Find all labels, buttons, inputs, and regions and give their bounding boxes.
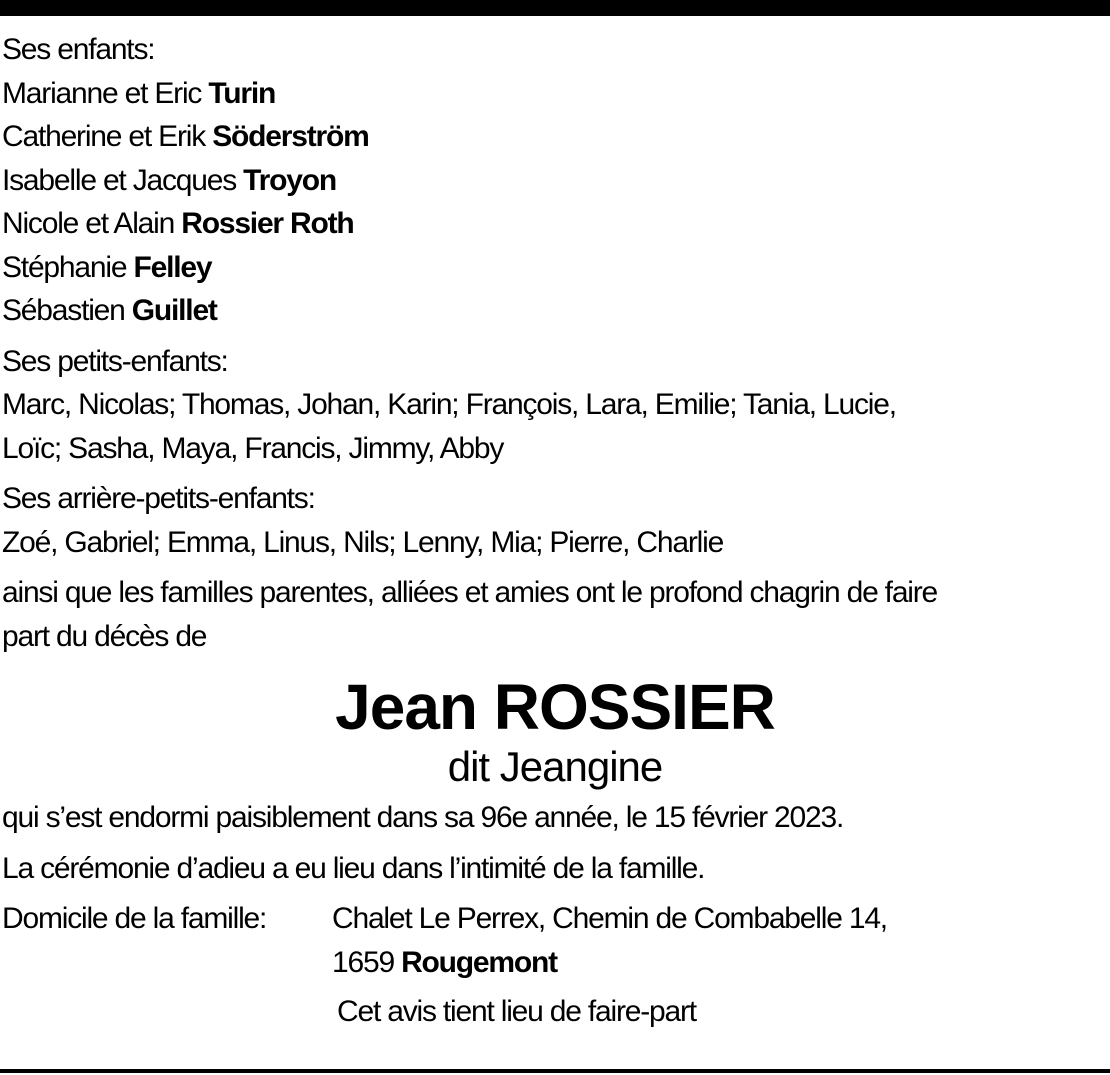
top-rule <box>0 0 1110 16</box>
address-locality <box>332 941 887 985</box>
grandchildren-line: Marc, Nicolas; Thomas, Johan, Karin; François, Lara, Emilie; Tania, Lucie, <box>2 388 896 421</box>
postcode: 1659 <box>332 945 394 979</box>
child-entry <box>2 115 1108 159</box>
child-entry <box>2 72 1108 116</box>
great-grandchildren-line: Zoé, Gabriel; Emma, Linus, Nils; Lenny, Mia; Pierre, Charlie <box>2 525 724 559</box>
child-family-name: Rossier Roth <box>181 207 354 240</box>
child-family-name: Guillet <box>131 294 217 327</box>
passing-statement: qui s’est endormi paisiblement dans sa 96e année, le 15 février 2023. <box>2 801 844 834</box>
children-heading: Ses enfants: <box>2 33 155 66</box>
family-domicile <box>2 897 1108 984</box>
deceased-alias: dit Jeangine <box>447 743 663 790</box>
bottom-rule <box>0 1069 1110 1073</box>
closing-note: Cet avis tient lieu de faire-part <box>337 995 696 1028</box>
child-given-names: Sébastien <box>2 294 125 327</box>
child-entry <box>2 159 1108 203</box>
child-family-name: Turin <box>208 76 276 110</box>
ceremony-statement: La cérémonie d’adieu a eu lieu dans l’intimité de la famille. <box>2 851 705 885</box>
domicile-address <box>332 897 887 984</box>
child-family-name: Söderström <box>212 120 369 153</box>
death-notice <box>2 28 1108 1034</box>
town: Rougemont <box>401 945 557 979</box>
child-family-name: Felley <box>133 250 212 284</box>
child-entry <box>2 246 1108 290</box>
grandchildren-heading: Ses petits-enfants: <box>2 344 228 378</box>
announcement-line: ainsi que les familles parentes, alliées et amies ont le profond chagrin de faire <box>2 576 938 609</box>
child-given-names: Catherine et Erik <box>2 120 206 153</box>
great-grandchildren-heading: Ses arrière-petits-enfants: <box>2 482 315 515</box>
announcement-line: part du décès de <box>2 619 207 653</box>
address-street: Chalet Le Perrex, Chemin de Combabelle 14, <box>332 902 887 935</box>
child-entry <box>2 289 1108 333</box>
child-family-name: Troyon <box>243 163 336 197</box>
child-given-names: Stéphanie <box>2 250 127 284</box>
domicile-label: Domicile de la famille: <box>2 902 267 935</box>
child-given-names: Marianne et Eric <box>2 76 202 110</box>
child-given-names: Nicole et Alain <box>2 207 175 240</box>
grandchildren-line: Loïc; Sasha, Maya, Francis, Jimmy, Abby <box>2 431 504 465</box>
child-given-names: Isabelle et Jacques <box>2 163 237 197</box>
deceased-name: Jean ROSSIER <box>335 671 775 743</box>
child-entry <box>2 202 1108 246</box>
